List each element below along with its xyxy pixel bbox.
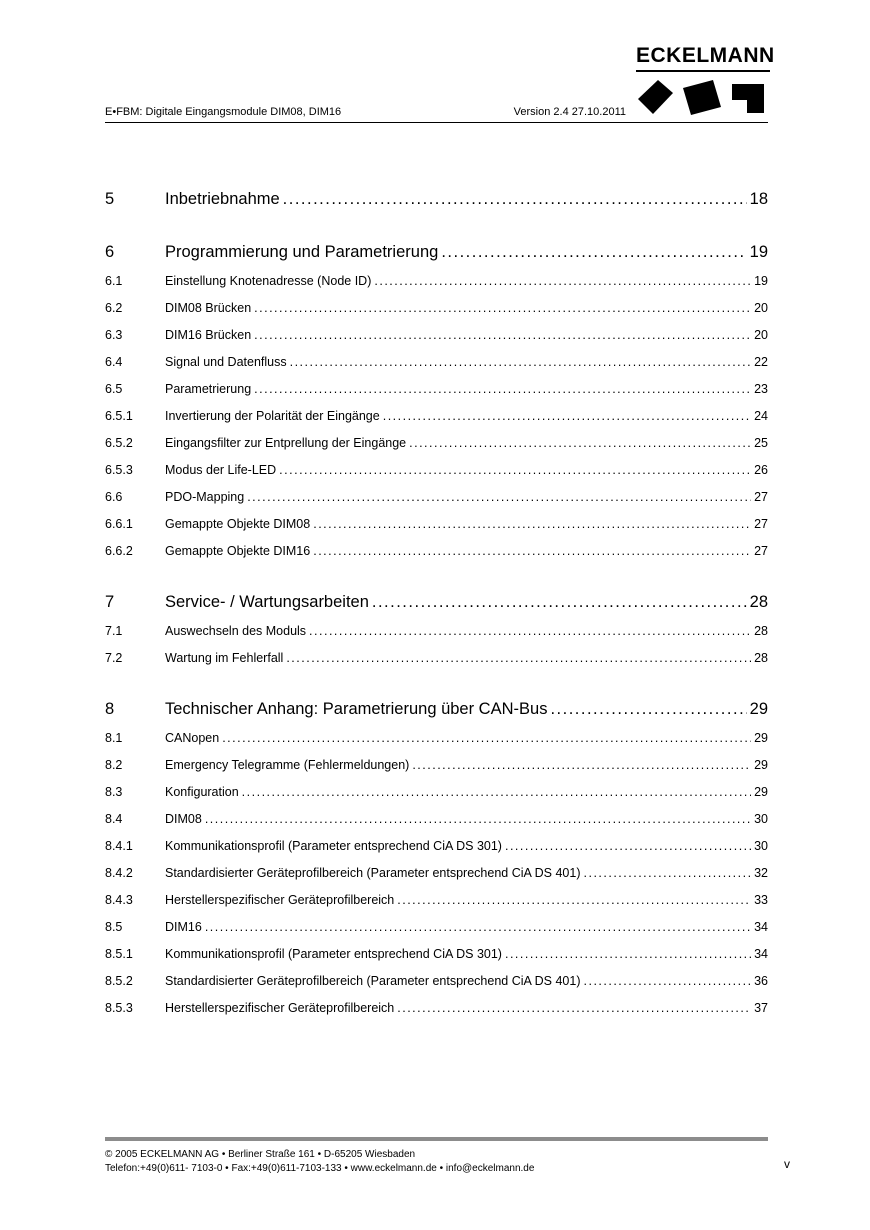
toc-dot-leader (254, 382, 751, 396)
toc-entry-number: 6.1 (105, 274, 123, 288)
toc-entry-title: Standardisierter Geräteprofilbereich (Parameter entsprechend CiA DS 401) (165, 974, 581, 988)
toc-entry-number: 6.6.1 (105, 517, 133, 531)
toc-entry-page: 34 (754, 947, 768, 961)
toc-entry-number: 5 (105, 190, 115, 208)
toc-entry-page: 24 (754, 409, 768, 423)
footer-divider (105, 1137, 768, 1141)
toc-entry-number: 8.5.1 (105, 947, 133, 961)
toc-entry (105, 409, 768, 436)
toc-dot-leader (290, 355, 751, 369)
toc-entry-title: Technischer Anhang: Parametrierung über CAN-Bus (165, 700, 548, 718)
footer-info (105, 1148, 534, 1176)
toc-entry (105, 593, 768, 624)
toc-entry-title: Gemappte Objekte DIM08 (165, 517, 311, 531)
toc-entry-page: 32 (754, 866, 768, 880)
toc-entry-title: Invertierung der Polarität der Eingänge (165, 409, 380, 423)
toc-dot-leader (383, 409, 751, 423)
toc-entry-number: 8.5.2 (105, 974, 133, 988)
table-of-contents (105, 190, 768, 1028)
toc-entry-title: Programmierung und Parametrierung (165, 243, 439, 261)
toc-dot-leader (584, 866, 752, 880)
toc-entry-number: 8.3 (105, 785, 123, 799)
toc-entry (105, 974, 768, 1001)
toc-entry-number: 8.4.2 (105, 866, 133, 880)
toc-entry (105, 947, 768, 974)
toc-entry-title: Parametrierung (165, 382, 252, 396)
toc-entry-number: 6.5.1 (105, 409, 133, 423)
toc-entry-page: 37 (754, 1001, 768, 1015)
toc-entry-number: 8.5.3 (105, 1001, 133, 1015)
toc-entry (105, 301, 768, 328)
toc-entry (105, 893, 768, 920)
toc-dot-leader (313, 544, 751, 558)
toc-entry-number: 8.4.1 (105, 839, 133, 853)
toc-dot-leader (409, 436, 751, 450)
toc-entry-title: Service- / Wartungsarbeiten (165, 593, 369, 611)
toc-entry-page: 23 (754, 382, 768, 396)
toc-entry-title: Signal und Datenfluss (165, 355, 287, 369)
toc-entry (105, 731, 768, 758)
toc-entry-page: 20 (754, 328, 768, 342)
toc-entry-number: 8.1 (105, 731, 123, 745)
toc-dot-leader (372, 593, 747, 612)
toc-dot-leader (286, 651, 751, 665)
toc-dot-leader (222, 731, 751, 745)
toc-entry-page: 25 (754, 436, 768, 450)
toc-entry-number: 8 (105, 700, 115, 718)
toc-entry-number: 6.5.2 (105, 436, 133, 450)
toc-entry-title: DIM16 Brücken (165, 328, 252, 342)
toc-entry-title: DIM08 Brücken (165, 301, 252, 315)
toc-entry-number: 7 (105, 593, 115, 611)
toc-entry-page: 27 (754, 544, 768, 558)
toc-entry (105, 812, 768, 839)
toc-entry-number: 6.2 (105, 301, 123, 315)
toc-entry (105, 274, 768, 301)
toc-entry-title: Modus der Life-LED (165, 463, 277, 477)
toc-entry-title: Herstellerspezifischer Geräteprofilbereich (165, 893, 395, 907)
toc-dot-leader (550, 700, 746, 719)
toc-dot-leader (242, 785, 751, 799)
toc-entry-title: Kommunikationsprofil (Parameter entsprechend CiA DS 301) (165, 947, 502, 961)
toc-entry-page: 29 (754, 758, 768, 772)
toc-dot-leader (247, 490, 751, 504)
toc-entry (105, 544, 768, 571)
toc-entry (105, 1001, 768, 1028)
toc-entry (105, 700, 768, 731)
toc-entry-page: 27 (754, 517, 768, 531)
toc-entry-title: Inbetriebnahme (165, 190, 280, 208)
toc-entry-number: 6.5.3 (105, 463, 133, 477)
toc-dot-leader (584, 974, 752, 988)
toc-entry-title: DIM08 (165, 812, 202, 826)
toc-entry (105, 243, 768, 274)
page-number: v (784, 1157, 790, 1171)
header-document-title: E•FBM: Digitale Eingangsmodule DIM08, DIM16 (105, 106, 342, 118)
footer-address-line: © 2005 ECKELMANN AG • Berliner Straße 161 • D-65205 Wiesbaden (105, 1149, 416, 1160)
toc-dot-leader (254, 301, 751, 315)
toc-entry-number: 6 (105, 243, 115, 261)
toc-dot-leader (254, 328, 751, 342)
toc-entry (105, 517, 768, 544)
toc-entry-title: PDO-Mapping (165, 490, 245, 504)
logo-wordmark: ECKELMANN (636, 44, 770, 72)
toc-entry-title: Emergency Telegramme (Fehlermeldungen) (165, 758, 410, 772)
toc-dot-leader (205, 812, 751, 826)
toc-entry-page: 19 (749, 243, 768, 261)
toc-dot-leader (279, 463, 751, 477)
toc-entry-title: Eingangsfilter zur Entprellung der Eingänge (165, 436, 407, 450)
toc-entry-title: Gemappte Objekte DIM16 (165, 544, 311, 558)
toc-entry-number: 7.1 (105, 624, 123, 638)
toc-entry-title: DIM16 (165, 920, 202, 934)
toc-entry (105, 382, 768, 409)
toc-entry-page: 28 (754, 624, 768, 638)
toc-dot-leader (309, 624, 751, 638)
toc-entry (105, 463, 768, 490)
toc-entry-page: 26 (754, 463, 768, 477)
toc-entry-number: 8.5 (105, 920, 123, 934)
toc-entry-title: CANopen (165, 731, 220, 745)
toc-entry-page: 29 (754, 731, 768, 745)
toc-entry-title: Kommunikationsprofil (Parameter entsprechend CiA DS 301) (165, 839, 502, 853)
toc-entry-number: 6.4 (105, 355, 123, 369)
toc-entry (105, 190, 768, 221)
toc-dot-leader (397, 1001, 751, 1015)
toc-dot-leader (441, 243, 746, 262)
toc-entry-number: 6.5 (105, 382, 123, 396)
toc-entry-page: 27 (754, 490, 768, 504)
toc-entry-number: 6.3 (105, 328, 123, 342)
toc-dot-leader (205, 920, 751, 934)
toc-entry (105, 490, 768, 517)
toc-dot-leader (412, 758, 751, 772)
toc-entry-page: 34 (754, 920, 768, 934)
toc-entry-page: 20 (754, 301, 768, 315)
toc-entry (105, 866, 768, 893)
toc-entry-title: Wartung im Fehlerfall (165, 651, 284, 665)
toc-dot-leader (505, 839, 751, 853)
page-header (105, 106, 768, 123)
header-version: Version 2.4 27.10.2011 (513, 106, 626, 118)
toc-entry (105, 651, 768, 678)
toc-entry-page: 19 (754, 274, 768, 288)
toc-entry-page: 28 (754, 651, 768, 665)
toc-dot-leader (374, 274, 751, 288)
toc-entry-page: 30 (754, 839, 768, 853)
toc-entry-title: Auswechseln des Moduls (165, 624, 307, 638)
toc-dot-leader (283, 190, 747, 209)
toc-entry-number: 6.6 (105, 490, 123, 504)
toc-entry-page: 28 (749, 593, 768, 611)
toc-entry-title: Herstellerspezifischer Geräteprofilbereich (165, 1001, 395, 1015)
toc-entry-title: Standardisierter Geräteprofilbereich (Parameter entsprechend CiA DS 401) (165, 866, 581, 880)
toc-entry-title: Konfiguration (165, 785, 239, 799)
toc-dot-leader (397, 893, 751, 907)
toc-entry (105, 785, 768, 812)
toc-entry-title: Einstellung Knotenadresse (Node ID) (165, 274, 372, 288)
toc-entry-page: 29 (749, 700, 768, 718)
toc-entry (105, 355, 768, 382)
toc-entry-page: 30 (754, 812, 768, 826)
toc-entry-page: 33 (754, 893, 768, 907)
toc-entry-number: 8.2 (105, 758, 123, 772)
toc-entry-page: 22 (754, 355, 768, 369)
toc-entry (105, 758, 768, 785)
toc-entry-number: 8.4.3 (105, 893, 133, 907)
toc-entry (105, 328, 768, 355)
footer-contact-line: Telefon:+49(0)611- 7103-0 • Fax:+49(0)611-7103-133 • www.eckelmann.de • info@eckelmann.de (105, 1163, 535, 1174)
toc-entry-number: 7.2 (105, 651, 123, 665)
toc-entry-page: 29 (754, 785, 768, 799)
toc-dot-leader (313, 517, 751, 531)
toc-entry (105, 624, 768, 651)
toc-entry (105, 920, 768, 947)
toc-entry (105, 436, 768, 463)
toc-entry-number: 6.6.2 (105, 544, 133, 558)
toc-entry-page: 36 (754, 974, 768, 988)
toc-dot-leader (505, 947, 751, 961)
toc-entry-page: 18 (749, 190, 768, 208)
toc-entry-number: 8.4 (105, 812, 123, 826)
toc-entry (105, 839, 768, 866)
